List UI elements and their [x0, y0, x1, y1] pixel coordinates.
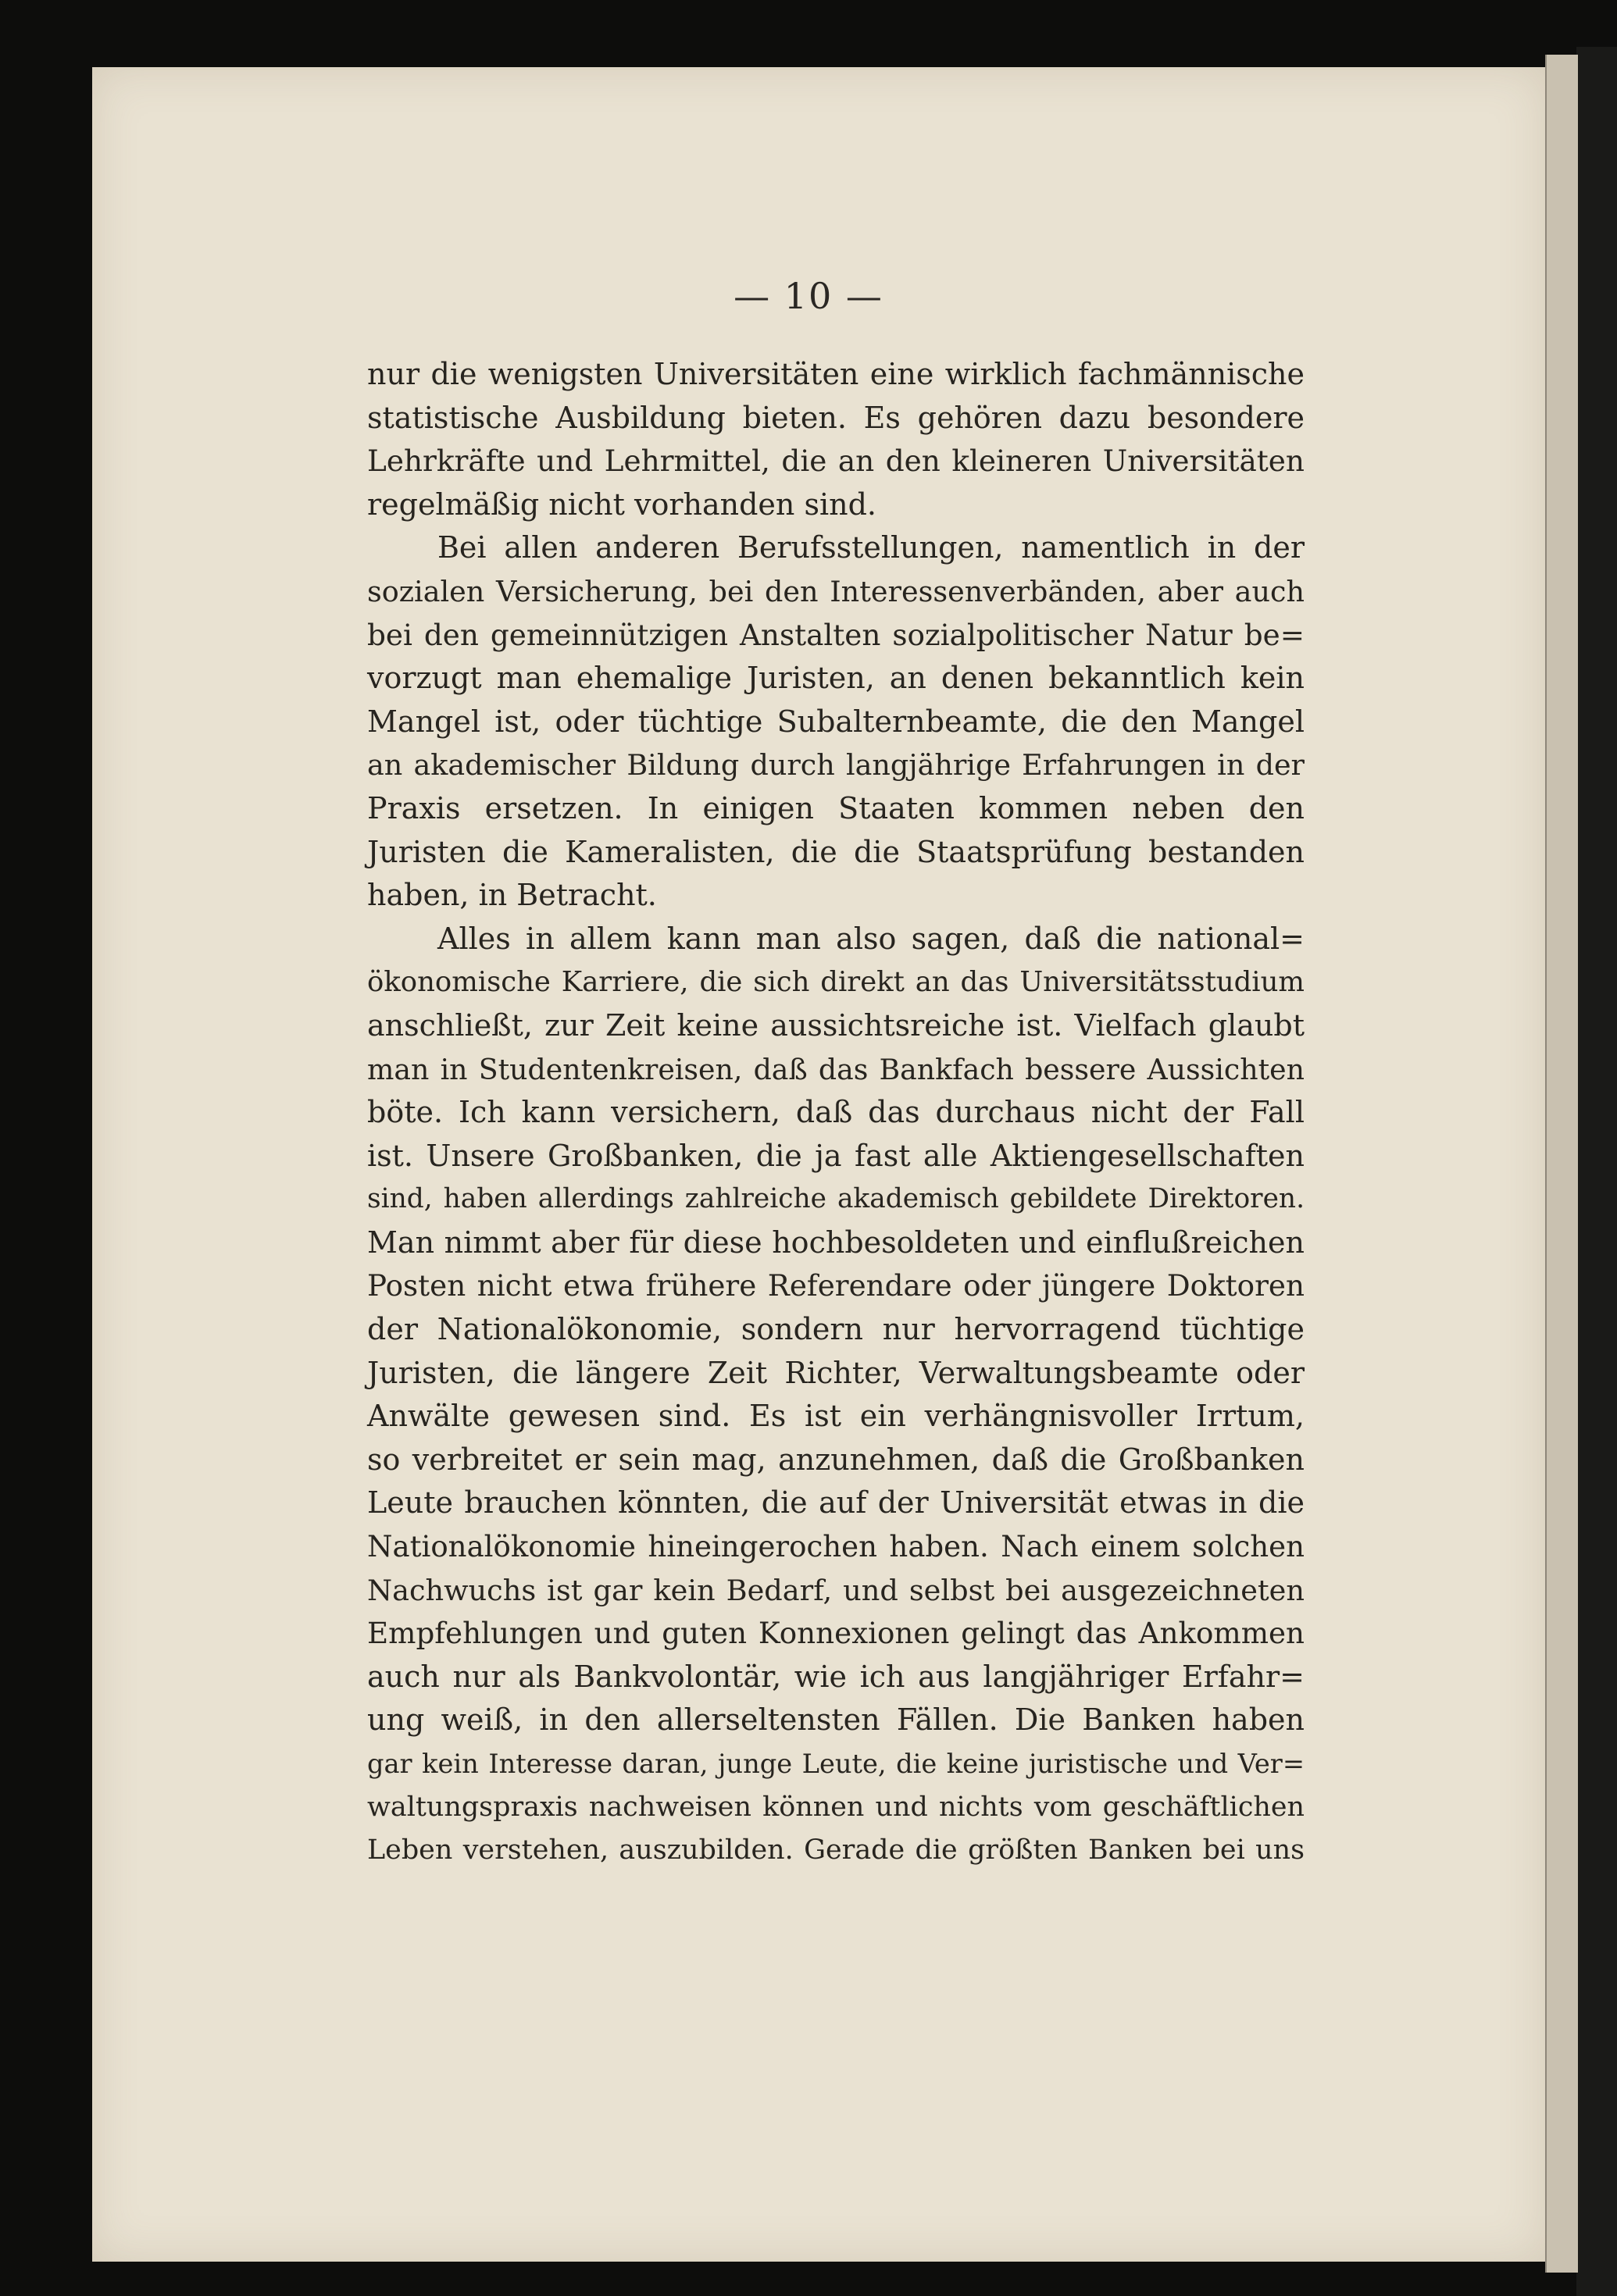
paragraph: [367, 526, 1305, 917]
text-line: anschließt, zur Zeit keine aussichtsreiche ist. Vielfach glaubt: [367, 1007, 1305, 1043]
text-line: Anwälte gewesen sind. Es ist ein verhängnisvoller Irrtum,: [367, 1399, 1305, 1434]
text-line: statistische Ausbildung bieten. Es gehören dazu besondere: [367, 400, 1305, 435]
text-line: Empfehlungen und guten Konnexionen gelingt das Ankommen: [367, 1616, 1305, 1651]
text-line: an akademischer Bildung durch langjährige Erfahrungen in der: [367, 748, 1305, 783]
text-line: waltungspraxis nachweisen können und nichts vom geschäftlichen: [367, 1791, 1305, 1823]
text-line: haben, in Betracht.: [367, 878, 657, 913]
binding-shadow: [1576, 47, 1617, 2296]
text-line: man in Studentenkreisen, daß das Bankfach bessere Aussichten: [367, 1052, 1305, 1086]
text-line: ung weiß, in den allerseltensten Fällen. Die Banken haben: [367, 1702, 1305, 1738]
text-line: Leute brauchen könnten, die auf der Universität etwas in die: [367, 1485, 1305, 1521]
text-line: ökonomische Karriere, die sich direkt an das Universitätsstudium: [367, 966, 1305, 999]
text-line: der Nationalökonomie, sondern nur hervorragend tüchtige: [367, 1312, 1305, 1347]
text-line: Lehrkräfte und Lehrmittel, die an den kleineren Universitäten: [367, 444, 1305, 479]
text-line: auch nur als Bankvolontär, wie ich aus langjähriger Erfahr=: [367, 1659, 1305, 1694]
text-line: Juristen, die längere Zeit Richter, Verwaltungsbeamte oder: [367, 1355, 1305, 1390]
text-line: Posten nicht etwa frühere Referendare oder jüngere Doktoren: [367, 1268, 1305, 1303]
text-line: böte. Ich kann versichern, daß das durchaus nicht der Fall: [367, 1095, 1305, 1130]
text-line: ist. Unsere Großbanken, die ja fast alle Aktiengesellschaften: [367, 1138, 1305, 1173]
text-line: sind, haben allerdings zahlreiche akademisch gebildete Direktoren.: [367, 1183, 1305, 1215]
text-line: Bei allen anderen Berufsstellungen, namentlich in der: [437, 530, 1305, 565]
text-line: gar kein Interesse daran, junge Leute, die keine juristische und Ver=: [367, 1749, 1305, 1779]
text-line: Praxis ersetzen. In einigen Staaten kommen neben den: [367, 790, 1305, 825]
page-body-text: [367, 353, 1305, 1873]
paragraph: [367, 353, 1305, 526]
text-line: Nachwuchs ist gar kein Bedarf, und selbst bei ausgezeichneten: [367, 1573, 1305, 1607]
text-line: regelmäßig nicht vorhanden sind.: [367, 487, 876, 522]
text-line: Leben verstehen, auszubilden. Gerade die größten Banken bei uns: [367, 1834, 1305, 1866]
text-line: bei den gemeinnützigen Anstalten sozialpolitischer Natur be=: [367, 617, 1305, 652]
text-line: so verbreitet er sein mag, anzunehmen, daß die Großbanken: [367, 1442, 1305, 1477]
paragraph: [367, 918, 1305, 1873]
page-number: — 10 —: [734, 275, 883, 317]
text-line: Man nimmt aber für diese hochbesoldeten und einflußreichen: [367, 1225, 1305, 1260]
text-line: vorzugt man ehemalige Juristen, an denen bekanntlich kein: [367, 661, 1305, 696]
text-line: Alles in allem kann man also sagen, daß die national=: [437, 921, 1305, 956]
text-line: Mangel ist, oder tüchtige Subalternbeamte, die den Mangel: [367, 704, 1305, 739]
text-line: nur die wenigsten Universitäten eine wirklich fachmännische: [367, 357, 1305, 391]
next-page-edge: [1545, 55, 1578, 2273]
text-line: Nationalökonomie hineingerochen haben. Nach einem solchen: [367, 1530, 1305, 1564]
text-line: sozialen Versicherung, bei den Interessenverbänden, aber auch: [367, 574, 1305, 608]
text-line: Juristen die Kameralisten, die die Staatsprüfung bestanden: [367, 834, 1305, 869]
